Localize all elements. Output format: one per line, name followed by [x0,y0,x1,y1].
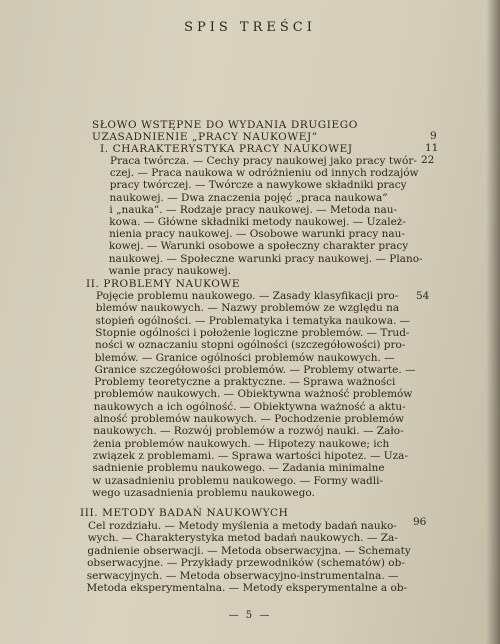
toc-ch3-desc-line: obserwacyjne. — Przykłady przewodników (schematów) ob- [87,557,405,570]
toc-ch1-desc-line: naukowej. — Dwa znaczenia pojęć „praca naukowa” [109,191,388,204]
toc-ch1-desc-line: czej. — Praca naukowa w odróżnieniu od innych rodzajów [109,167,419,180]
toc-uzasadnienie-label: UZASADNIENIE „PRACY NAUKOWEJ” [92,131,318,143]
toc-ch1-desc-line: nienia pracy naukowej. — Osobowe warunki pracy nau- [109,228,405,241]
toc-chapter-1-page: 22 [421,154,435,166]
toc-ch2-desc-line: Granice szczegółowości problemów. — Problemy otwarte. — [94,363,416,376]
toc-ch2-desc-line: alność problemów naukowych. — Pochodzenie problemów [93,413,404,425]
toc-foreword-page: 9 [430,130,437,142]
toc-ch2-desc-line: naukowych a ich ogólność. — Obiektywna ważność a aktu- [93,400,406,413]
toc-ch2-desc-line: naukowych. — Rozwój problemów a rozwój nauki. — Zało- [93,425,404,438]
toc-ch2-desc-line: wego uzasadnienia problemu naukowego. [92,486,315,499]
toc-ch1-desc-line: kowej. — Warunki osobowe a społeczny charakter pracy [108,240,409,253]
toc-ch3-desc-line: Cel rozdziału. — Metody myślenia a metody badań nauko- [88,520,397,532]
toc-ch2-desc-line: żenia problemów naukowych. — Hipotezy naukowe; ich [93,437,390,450]
toc-ch3-desc-line: gadnienie obserwacji. — Metoda obserwacyjna. — Schematy [87,544,411,557]
toc-ch2-desc-line: sadnienie problemu naukowego. — Zadania minimalne [92,462,385,475]
toc-chapter-3-page: 96 [413,516,427,528]
toc-chapter-2-title: II. PROBLEMY NAUKOWE [86,278,241,290]
toc-ch1-desc-line: i „nauka”. — Rodzaje pracy naukowej. — Metoda nau- [109,203,398,216]
toc-ch2-desc-line: Problemy teoretyczne a praktyczne. — Sprawa ważności [94,376,396,389]
page-title: SPIS TREŚCI [184,20,316,35]
toc-ch2-desc-line: w uzasadnieniu problemu naukowego. — Formy wadli- [92,474,384,487]
toc-chapter-2-page: 54 [416,290,430,302]
toc-ch3-desc-line: Metoda eksperymentalna. — Metody eksperymentalne a ob- [86,582,408,594]
toc-ch1-desc-line: Praca twórcza. — Cechy pracy naukowej jako pracy twór- [110,155,417,167]
toc-ch2-desc-line: stopień ogólności. — Problematyka i tematyka naukowa. — [95,314,411,327]
toc-ch2-desc-line: związek z problemami. — Sprawa wartości hipotez. — Uza- [92,449,408,462]
toc-ch2-desc-line: Stopnie ogólności i położenie logiczne problemów. — Trud- [95,326,410,339]
toc-ch1-desc-line: pracy twórczej. — Twórcze a nawykowe składniki pracy [109,179,407,192]
toc-ch2-desc-line: blemów naukowych. — Nazwy problemów ze względu na [95,302,400,315]
toc-ch3-desc-line: wych. — Charakterystyka metod badań naukowych. — Za- [87,532,398,545]
toc-uzasadnienie-page: 11 [425,142,439,154]
toc-foreword-label: SŁOWO WSTĘPNE DO WYDANIA DRUGIEGO [92,119,358,131]
page-edge-shadow [486,0,500,644]
page-number: — 5 — [228,610,272,621]
toc-ch1-desc-line: kowa. — Główne składniki metody naukowej. — Uzależ- [109,216,406,228]
toc-chapter-1-title: I. CHARAKTERYSTYKA PRACY NAUKOWEJ [100,143,353,155]
toc-ch1-desc-line: wanie pracy naukowej. [108,264,231,277]
toc-ch3-desc-line: serwacyjnych. — Metoda obserwacyjno-instrumentalna. — [86,569,399,582]
toc-ch2-desc-line: Pojęcie problemu naukowego. — Zasady klasyfikacji pro- [96,290,399,302]
toc-ch1-desc-line: naukowej. — Społeczne warunki pracy naukowej. — Plano- [108,252,423,265]
toc-chapter-3-title: III. METODY BADAŃ NAUKOWYCH [80,507,289,519]
toc-ch2-desc-line: ności w oznaczaniu stopni ogólności (szczegółowości) pro- [95,339,406,352]
toc-ch2-desc-line: blemów. — Granice ogólności problemów naukowych. — [94,351,395,364]
toc-ch2-desc-line: problemów naukowych. — Obiektywna ważność problemów [94,388,413,401]
